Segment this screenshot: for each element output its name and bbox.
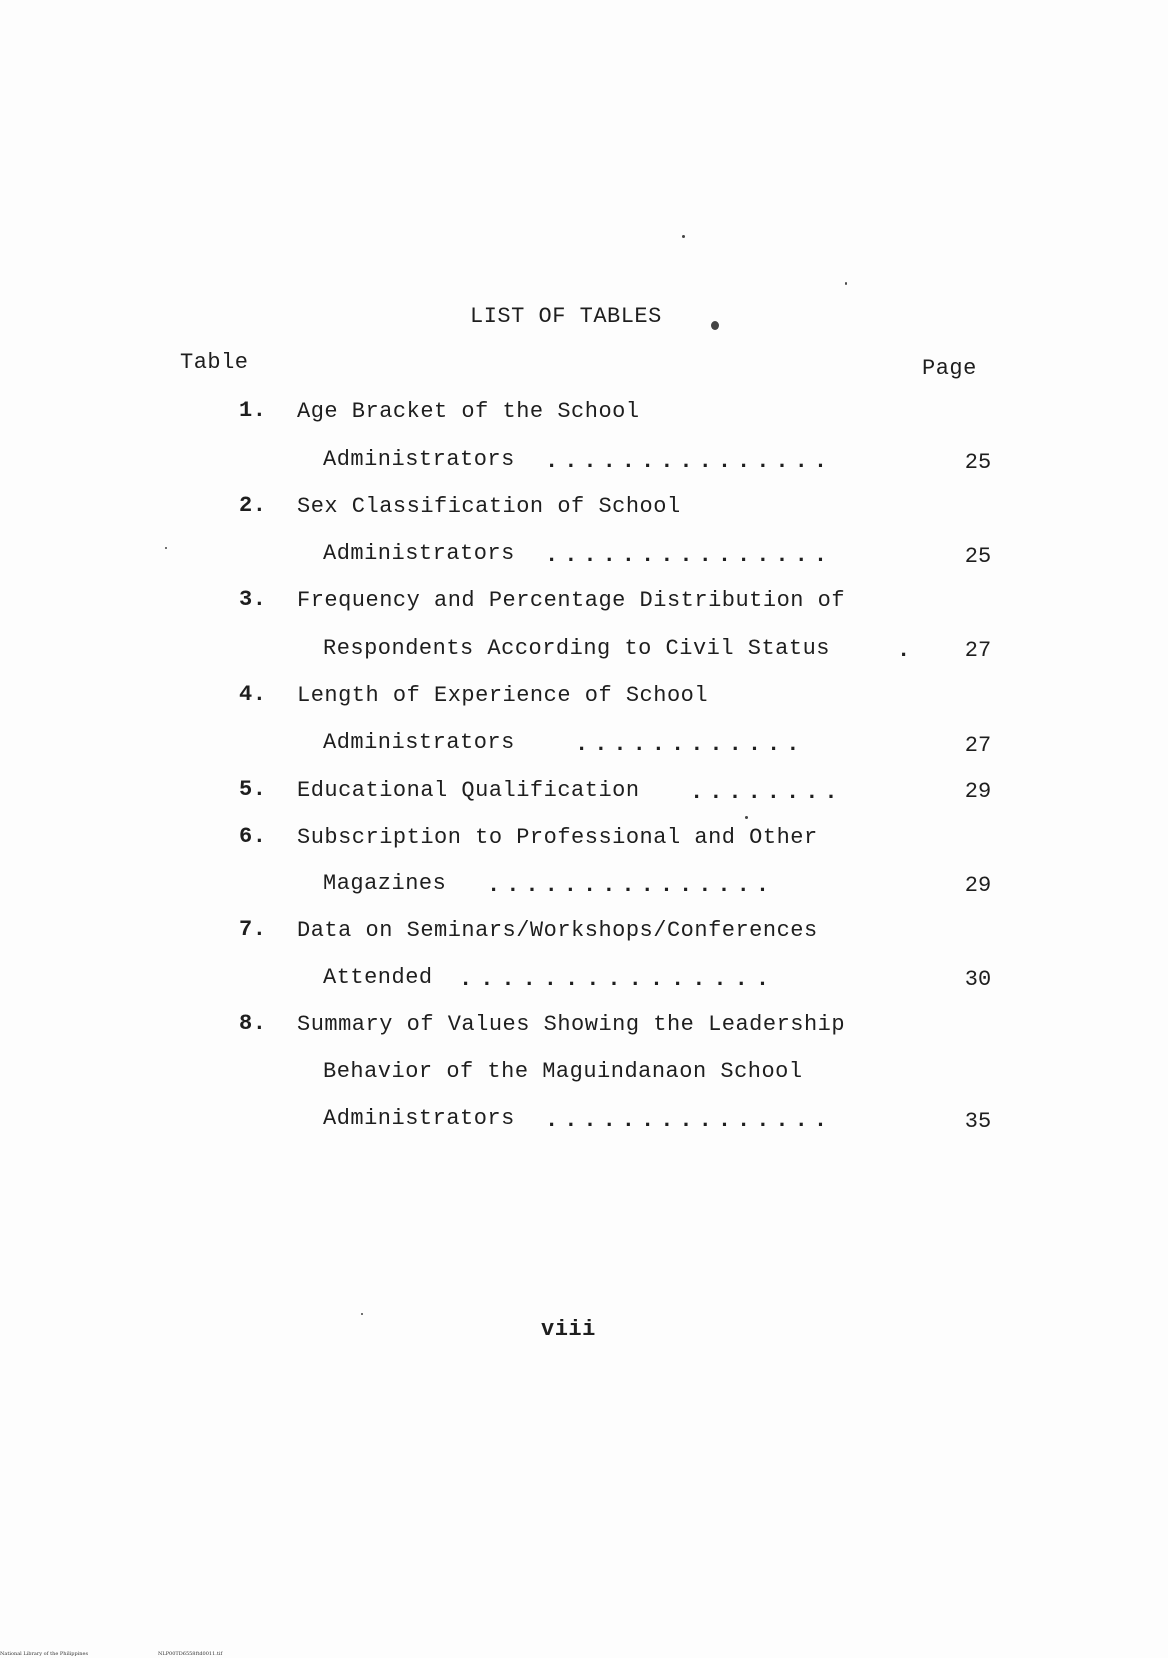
column-header-page: Page	[922, 356, 977, 381]
footer-library: National Library of the Philippines	[0, 1651, 89, 1657]
dot-leader: .	[897, 640, 917, 662]
entry-page-number: 29	[964, 779, 992, 804]
page-number: viii	[541, 1317, 596, 1342]
entry-page-number: 30	[964, 967, 992, 992]
entry-page-number: 25	[964, 544, 992, 569]
entry-title-line: Subscription to Professional and Other	[297, 825, 818, 850]
entry-title-line: Attended	[323, 965, 433, 990]
scan-speck	[682, 235, 685, 238]
entry-title-line: Magazines	[323, 871, 447, 896]
page-title: LIST OF TABLES	[470, 304, 662, 329]
entry-number: 7.	[239, 917, 267, 942]
scan-speck	[165, 547, 167, 549]
column-header-table: Table	[180, 350, 249, 375]
entry-title-line: Length of Experience of School	[297, 683, 709, 708]
dot-leader: ...............	[459, 969, 778, 991]
entry-title-line: Age Bracket of the School	[297, 399, 640, 424]
scan-speck	[745, 816, 748, 819]
scan-speck	[361, 1313, 363, 1315]
entry-number: 1.	[239, 398, 267, 423]
dot-leader: ...............	[545, 451, 834, 473]
dot-leader: ...............	[545, 1110, 834, 1132]
entry-page-number: 27	[964, 638, 992, 663]
footer-file-id: NLP00TD6558ftd0011.tif	[158, 1651, 223, 1657]
entry-title-line: Sex Classification of School	[297, 494, 681, 519]
entry-title-line: Administrators	[323, 730, 515, 755]
entry-title-line: Administrators	[323, 1106, 515, 1131]
entry-title-line: Data on Seminars/Workshops/Conferences	[297, 918, 818, 943]
entry-title-line: Behavior of the Maguindanaon School	[323, 1059, 803, 1084]
dot-leader: ........	[690, 782, 844, 804]
entry-title-line: Summary of Values Showing the Leadership	[297, 1012, 846, 1037]
dot-leader: ...............	[545, 545, 834, 567]
entry-title-line: Administrators	[323, 541, 515, 566]
entry-number: 4.	[239, 682, 267, 707]
entry-title-line: Educational Qualification	[297, 778, 640, 803]
entry-number: 5.	[239, 777, 267, 802]
entry-number: 2.	[239, 493, 267, 518]
entry-page-number: 25	[964, 450, 992, 475]
entry-number: 3.	[239, 587, 267, 612]
entry-page-number: 35	[964, 1109, 992, 1134]
dot-leader: ............	[575, 734, 806, 756]
entry-page-number: 27	[964, 733, 992, 758]
entry-title-line: Administrators	[323, 447, 515, 472]
dot-leader: ...............	[487, 875, 776, 897]
ink-blot	[711, 321, 719, 330]
entry-number: 6.	[239, 824, 267, 849]
scan-speck	[845, 282, 847, 285]
entry-page-number: 29	[964, 873, 992, 898]
entry-title-line: Frequency and Percentage Distribution of	[297, 588, 846, 613]
entry-title-line: Respondents According to Civil Status	[323, 636, 830, 661]
entry-number: 8.	[239, 1011, 267, 1036]
